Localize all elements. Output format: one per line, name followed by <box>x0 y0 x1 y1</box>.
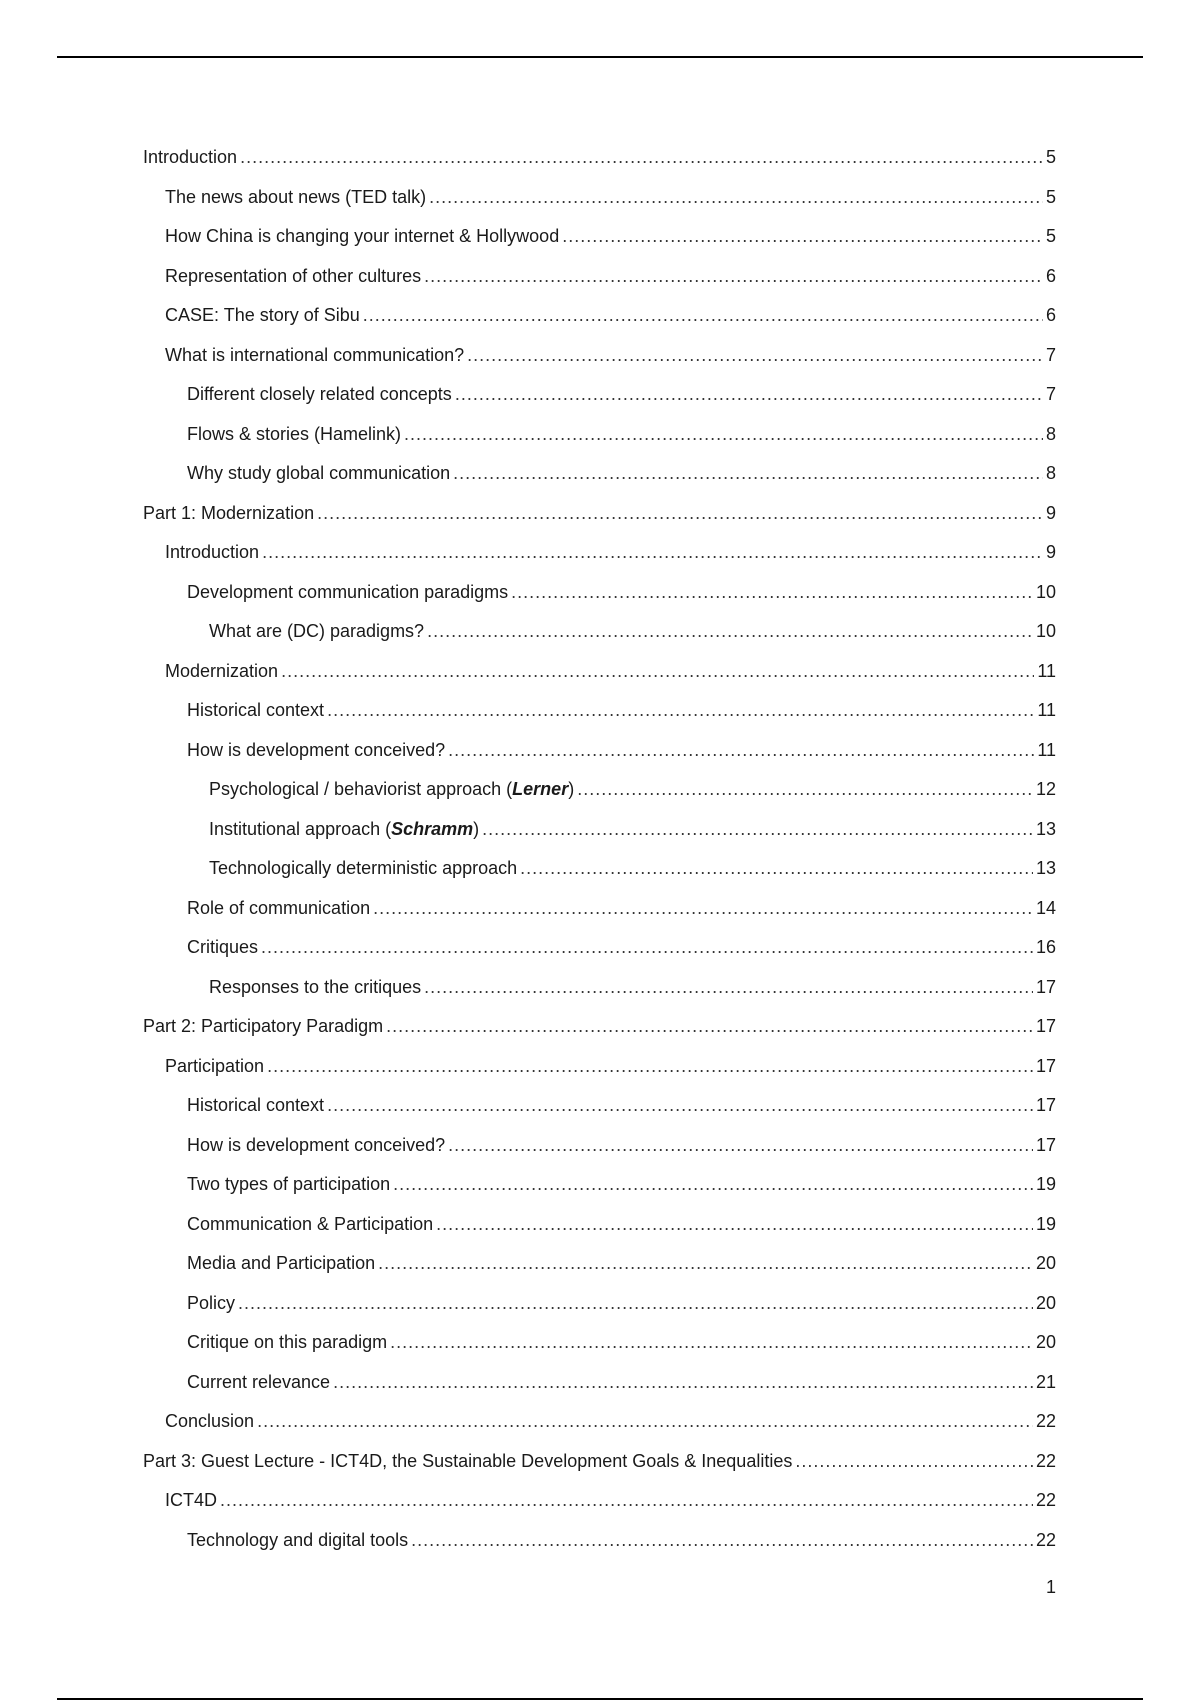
toc-entry-page: 10 <box>1035 581 1056 602</box>
toc-entry-page: 17 <box>1035 976 1056 997</box>
toc-dot-leader <box>363 296 1043 336</box>
toc-entry-title: ICT4D <box>165 1490 218 1510</box>
toc-entry-title-text: Institutional approach ( <box>209 818 392 839</box>
toc-entry-title-text: Psychological / behaviorist approach ( <box>209 779 513 799</box>
toc-dot-leader <box>424 968 1033 1008</box>
toc-entry-title: Part 2: Participatory Paradigm <box>143 1016 384 1036</box>
toc-entry[interactable] <box>143 928 1056 968</box>
toc-entry-title: Why study global communication <box>187 463 451 483</box>
toc-entry-page: 22 <box>1035 1450 1056 1471</box>
toc-entry-title: Modernization <box>165 660 279 681</box>
toc-entry-title: Technologically deterministic approach <box>209 858 518 878</box>
toc-entry[interactable] <box>143 178 1056 218</box>
toc-entry-page: 13 <box>1035 858 1056 878</box>
toc-entry-page: 11 <box>1037 660 1056 681</box>
toc-entry-page: 19 <box>1035 1213 1056 1234</box>
toc-entry-page: 14 <box>1035 897 1056 918</box>
toc-entry-page: 10 <box>1035 621 1056 641</box>
toc-entry-title: Flows & stories (Hamelink) <box>187 423 402 444</box>
toc-entry-title: Media and Participation <box>187 1253 376 1273</box>
toc-entry-page: 8 <box>1045 423 1056 444</box>
toc-dot-leader <box>455 375 1043 415</box>
toc-entry-title: Responses to the critiques <box>209 976 422 997</box>
toc-entry[interactable] <box>143 257 1056 297</box>
toc-entry-title: Current relevance <box>187 1371 331 1392</box>
toc-dot-leader <box>427 612 1033 652</box>
table-of-contents <box>143 138 1056 1560</box>
toc-entry[interactable] <box>143 1363 1056 1403</box>
toc-entry-title: Introduction <box>165 542 260 562</box>
toc-entry-page: 17 <box>1035 1134 1056 1155</box>
header-rule <box>57 56 1143 58</box>
toc-entry-page: 6 <box>1045 265 1056 286</box>
toc-entry[interactable] <box>143 691 1056 731</box>
toc-entry[interactable] <box>143 1402 1056 1442</box>
toc-dot-leader <box>393 1165 1033 1205</box>
toc-entry[interactable] <box>143 1047 1056 1087</box>
toc-entry-title: How is development conceived? <box>187 1134 446 1155</box>
toc-dot-leader <box>267 1047 1033 1087</box>
toc-entry-page: 20 <box>1035 1332 1056 1352</box>
toc-entry-author: Schramm <box>391 818 474 839</box>
toc-entry[interactable] <box>143 415 1056 455</box>
toc-entry-page: 11 <box>1037 700 1056 720</box>
toc-dot-leader <box>333 1363 1033 1403</box>
toc-entry-title: Part 3: Guest Lecture - ICT4D, the Sustainable Development Goals & Inequalities <box>143 1450 793 1471</box>
toc-entry[interactable] <box>143 336 1056 376</box>
toc-entry-title: Representation of other cultures <box>165 265 422 286</box>
toc-entry[interactable] <box>143 1086 1056 1126</box>
toc-entry-page: 8 <box>1045 463 1056 483</box>
toc-entry-title: Role of communication <box>187 897 371 918</box>
toc-entry[interactable] <box>143 573 1056 613</box>
toc-entry-page: 22 <box>1035 1411 1056 1431</box>
toc-entry-page: 13 <box>1035 818 1056 839</box>
toc-entry-title: How China is changing your internet & Hollywood <box>165 226 560 246</box>
toc-entry[interactable] <box>143 1284 1056 1324</box>
toc-dot-leader <box>424 257 1043 297</box>
toc-entry-title <box>209 810 479 850</box>
toc-entry-page: 20 <box>1035 1292 1056 1313</box>
toc-dot-leader <box>436 1205 1033 1245</box>
toc-entry-title: What is international communication? <box>165 344 465 365</box>
toc-dot-leader <box>795 1442 1033 1482</box>
toc-entry[interactable] <box>143 1481 1056 1521</box>
toc-dot-leader <box>327 691 1034 731</box>
toc-entry[interactable] <box>143 968 1056 1008</box>
toc-entry-page: 9 <box>1045 502 1056 523</box>
toc-entry-title-text: ) <box>473 818 480 839</box>
toc-dot-leader <box>281 652 1034 692</box>
toc-entry[interactable] <box>143 1007 1056 1047</box>
toc-entry[interactable] <box>143 494 1056 534</box>
toc-dot-leader <box>261 928 1033 968</box>
toc-entry[interactable] <box>143 454 1056 494</box>
toc-entry[interactable] <box>143 1205 1056 1245</box>
toc-dot-leader <box>386 1007 1033 1047</box>
toc-entry-author: Lerner <box>512 779 569 799</box>
toc-entry-title: The news about news (TED talk) <box>165 186 427 207</box>
toc-entry[interactable] <box>143 810 1056 850</box>
toc-dot-leader <box>327 1086 1033 1126</box>
toc-dot-leader <box>404 415 1043 455</box>
toc-entry-page: 11 <box>1037 739 1056 760</box>
toc-entry-title: Critiques <box>187 937 259 957</box>
toc-entry-page: 21 <box>1035 1371 1056 1392</box>
toc-entry-title-text: ) <box>568 779 575 799</box>
toc-entry-page: 16 <box>1035 937 1056 957</box>
toc-entry[interactable] <box>143 612 1056 652</box>
toc-entry-title <box>209 770 574 810</box>
toc-dot-leader <box>448 1126 1033 1166</box>
toc-entry-title: Different closely related concepts <box>187 384 452 404</box>
toc-entry[interactable] <box>143 138 1056 178</box>
toc-entry-page: 22 <box>1035 1490 1056 1510</box>
toc-entry-page: 17 <box>1035 1016 1056 1036</box>
toc-entry-title: Part 1: Modernization <box>143 502 315 523</box>
toc-entry[interactable] <box>143 770 1056 810</box>
toc-dot-leader <box>448 731 1034 771</box>
toc-entry-title: Historical context <box>187 700 325 720</box>
toc-dot-leader <box>453 454 1043 494</box>
toc-dot-leader <box>378 1244 1033 1284</box>
toc-entry-page: 22 <box>1035 1529 1056 1550</box>
toc-entry-page: 5 <box>1045 226 1056 246</box>
toc-entry[interactable] <box>143 1165 1056 1205</box>
toc-entry-title: Technology and digital tools <box>187 1529 409 1550</box>
toc-dot-leader <box>238 1284 1033 1324</box>
toc-entry[interactable] <box>143 533 1056 573</box>
toc-entry-page: 17 <box>1035 1095 1056 1115</box>
toc-entry-page: 6 <box>1045 305 1056 325</box>
toc-dot-leader <box>373 889 1033 929</box>
toc-entry[interactable] <box>143 1442 1056 1482</box>
toc-entry[interactable] <box>143 296 1056 336</box>
toc-dot-leader <box>467 336 1043 376</box>
toc-dot-leader <box>220 1481 1033 1521</box>
toc-entry[interactable] <box>143 217 1056 257</box>
toc-entry-page: 12 <box>1035 779 1056 799</box>
toc-entry-title: Critique on this paradigm <box>187 1332 388 1352</box>
toc-dot-leader <box>257 1402 1033 1442</box>
toc-entry-title: Conclusion <box>165 1411 255 1431</box>
toc-entry[interactable] <box>143 1323 1056 1363</box>
toc-entry[interactable] <box>143 889 1056 929</box>
toc-entry[interactable] <box>143 652 1056 692</box>
toc-dot-leader <box>240 138 1043 178</box>
toc-entry-page: 19 <box>1035 1174 1056 1194</box>
toc-dot-leader <box>411 1521 1033 1561</box>
toc-entry-title: Two types of participation <box>187 1174 391 1194</box>
toc-entry-page: 9 <box>1045 542 1056 562</box>
toc-dot-leader <box>262 533 1043 573</box>
toc-entry-page: 5 <box>1045 186 1056 207</box>
toc-dot-leader <box>511 573 1033 613</box>
toc-entry[interactable] <box>143 1126 1056 1166</box>
toc-dot-leader <box>577 770 1033 810</box>
toc-entry-title: Historical context <box>187 1095 325 1115</box>
toc-dot-leader <box>390 1323 1033 1363</box>
toc-entry[interactable] <box>143 731 1056 771</box>
toc-entry-page: 5 <box>1045 147 1056 167</box>
toc-entry-title: Development communication paradigms <box>187 581 509 602</box>
page-number: 1 <box>1045 1577 1056 1597</box>
toc-entry-title: Introduction <box>143 147 238 167</box>
toc-entry-page: 20 <box>1035 1253 1056 1273</box>
toc-dot-leader <box>317 494 1043 534</box>
toc-entry-title: Policy <box>187 1292 236 1313</box>
toc-entry[interactable] <box>143 375 1056 415</box>
toc-entry-title: CASE: The story of Sibu <box>165 305 360 325</box>
toc-dot-leader <box>429 178 1043 218</box>
toc-dot-leader <box>482 810 1033 850</box>
toc-entry[interactable] <box>143 1244 1056 1284</box>
toc-entry[interactable] <box>143 849 1056 889</box>
toc-entry-title: Communication & Participation <box>187 1213 434 1234</box>
toc-entry-title: Participation <box>165 1055 265 1076</box>
toc-entry-title: What are (DC) paradigms? <box>209 621 425 641</box>
toc-entry[interactable] <box>143 1521 1056 1561</box>
toc-entry-page: 7 <box>1045 344 1056 365</box>
toc-dot-leader <box>520 849 1033 889</box>
toc-dot-leader <box>562 217 1043 257</box>
toc-entry-page: 17 <box>1035 1055 1056 1076</box>
toc-entry-title: How is development conceived? <box>187 739 446 760</box>
toc-entry-page: 7 <box>1045 384 1056 404</box>
